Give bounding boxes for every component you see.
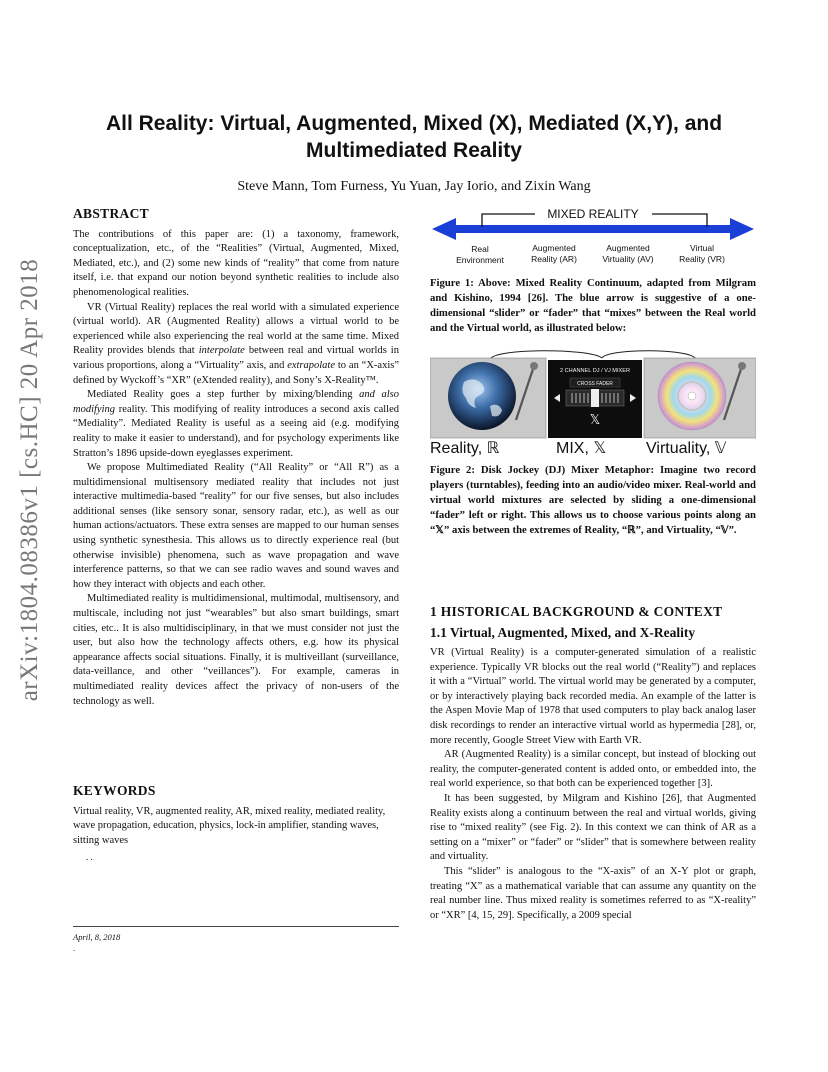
blue-arrow-icon — [432, 218, 754, 240]
footnote-rule — [73, 926, 399, 927]
mixed-reality-banner: MIXED REALITY — [547, 207, 639, 221]
abstract-paragraph-1: The contributions of this paper are: (1) a taxonomy, framework, conceptualization, etc., of the “Realities” (Virtual, Augmented, Mixed, Mediated, etc.), and (2) some new kinds of “reality” that come from nature itself, i.e. that expand our notion beyond synthetic realities to include also phenomenological realities. — [73, 228, 399, 298]
continuum-label-av-2: Virtuality (AV) — [602, 254, 654, 264]
continuum-label-av-1: Augmented — [606, 243, 650, 253]
abstract-p3-emphasis: and also modifying — [73, 389, 399, 415]
continuum-label-vr-1: Virtual — [690, 243, 714, 253]
arxiv-side-stamp — [12, 0, 48, 1072]
abstract-p2-text-b: between real and virtual worlds in various proportions, along a “Virtuality” axis, and — [73, 345, 399, 371]
keywords-section — [73, 784, 399, 848]
crossfader-knob — [591, 389, 599, 407]
section-1-paragraph-2: AR (Augmented Reality) is a similar concept, but instead of blocking out reality, the computer-generated content is added onto, or embedded into, the real world experience, so that both can be experienced together [3]. — [430, 749, 756, 790]
continuum-label-real-1: Real — [471, 244, 489, 254]
figure-2-caption: Figure 2: Disk Jockey (DJ) Mixer Metaphor: Imagine two record players (turntables), feeding into an audio/video mixer. Real-world and virtual world mixtures are selected by sliding a one-dimensional “fader” left or right. This allows us to choose various points along an “𝕏” axis between the extremes of Reality, “ℝ”, and Virtuality, “𝕍”. — [430, 464, 756, 536]
arxiv-identifier: arXiv:1804.08386v1 [cs.HC] 20 Apr 2018 — [16, 258, 43, 702]
section-1-paragraph-1: VR (Virtual Reality) is a computer-generated simulation of a realistic experience. Typically VR blocks out the real world (“Reality”) and replaces it with a “Virtual” world. The virtual world may be generated by a computer, or by interactively playing back recorded media. An example of the latter is the Aspen Movie Map of 1978 that used computers to play back analog laser disk recordings to render an interactive virtual world as hypermedia [28], or, more recently, Google Street View with Earth VR. — [430, 647, 756, 746]
continuum-label-vr-2: Reality (VR) — [679, 254, 725, 264]
continuum-label-ar-2: Reality (AR) — [531, 254, 577, 264]
abstract-p2-emphasis-1: interpolate — [198, 345, 245, 357]
figure-1-caption: Figure 1: Above: Mixed Reality Continuum, adapted from Milgram and Kishino, 1994 [26]. The blue arrow is suggestive of a one-dimensional “slider” or “fader” that “mixes” between the Real world and the Virtual world, as illustrated below: — [430, 277, 756, 334]
abstract-p2-text-a: VR (Virtual Reality) replaces the real world with a simulated experience (virtual world). AR (Augmented Reality) allows a virtual world to be experienced while also experiencing the real world at the same time. Mixed Reality provides blends that — [73, 301, 399, 357]
keywords-text: Virtual reality, VR, augmented reality, AR, mixed reality, mediated reality, wave propagation, education, physics, lock-in amplifier, standing waves, sitting waves — [73, 805, 386, 846]
abstract-heading: ABSTRACT — [73, 206, 149, 221]
label-reality: Reality, ℝ — [430, 440, 500, 457]
cd-hole — [688, 392, 696, 400]
crossfader-label: CROSS FADER — [577, 381, 613, 387]
keywords-heading: KEYWORDS — [73, 783, 156, 798]
abstract-paragraph-4: We propose Multimediated Reality (“All Reality” or “All R”) as a multidimensional multisensory mediated reality that includes not just interactive multimedia-based “reality” for our five senses, but also includes additional senses (like sensory sonar, sensory radar, etc.), as well as our human actions/actuators. These extra senses are mapped to our human senses using synthetic synesthesia. This allows us to directly experience real (but otherwise invisible) phenomena, such as wave propagation and wave interference patterns, so that we can see radio waves and sound waves and how they interact with objects and each other. — [73, 462, 399, 590]
abstract-paragraph-3 — [73, 388, 399, 461]
section-1-paragraph-4: This “slider” is analogous to the “X-axis” of an X-Y plot or graph, treating “X” as a mathematical variable that can assume any quantity on the real number line. Thus mixed reality is sometimes referred to as “X-reality” or “XR” [4, 15, 29]. Specifically, a 2009 special — [430, 865, 756, 921]
abstract-section — [73, 207, 399, 709]
mixer-title: 2 CHANNEL DJ / VJ MIXER — [559, 368, 631, 374]
label-mix: MIX, 𝕏 — [556, 440, 607, 457]
mixer-x-symbol: 𝕏 — [589, 413, 601, 428]
abstract-p2-text-c: to an “X-axis” defined by Wyckoff’s “XR” (eXtended reality), and Sony’s X-Reality™. — [73, 359, 399, 386]
abstract-paragraph-2 — [73, 301, 399, 389]
continuum-label-real-2: Environment — [456, 255, 504, 265]
footer-date: April, 8, 2018 — [73, 932, 121, 942]
paper-title — [60, 110, 768, 164]
title-line-2: Multimediated Reality — [306, 139, 522, 162]
mixed-reality-continuum-figure — [430, 206, 756, 270]
keywords-dots: . . — [86, 852, 93, 862]
label-virtuality: Virtuality, 𝕍 — [646, 440, 727, 457]
abstract-paragraph-5: Multimediated reality is multidimensional, multimodal, multisensory, and multiscale, including not just “wearables” but also smart buildings, smart cities, etc.. It is also multidisciplinary, in that we must consider not just the user, but also how the technology affects others, e.g. how its physical appearance affects social situations. Finally, it is multiveillant (surveillance, data-veillance, and other “veillances”). For example, cameras in multimediated reality devices affect the privacy of non-users of the technology as well. — [73, 593, 399, 707]
abstract-p3-text-a: Mediated Reality goes a step further by mixing/blending — [87, 389, 360, 401]
subsection-1-1-heading: 1.1 Virtual, Augmented, Mixed, and X-Reality — [430, 625, 696, 640]
section-1-paragraph-3: It has been suggested, by Milgram and Kishino [26], that Augmented Reality exists along a continuum between the real and virtual worlds, giving rise to “mixed reality” (see Fig. 2). In this context we can think of AR as a setting on a “mixer” or “fader” or “slider” that is somewhere between reality and virtuality. — [430, 792, 756, 863]
footer-dot: . — [73, 944, 75, 953]
section-1-heading: 1 HISTORICAL BACKGROUND & CONTEXT — [430, 604, 723, 619]
author-list: Steve Mann, Tom Furness, Yu Yuan, Jay Iorio, and Zixin Wang — [237, 179, 591, 194]
title-line-1: All Reality: Virtual, Augmented, Mixed (X), Mediated (X,Y), and — [105, 112, 723, 135]
right-tonearm-pivot — [738, 362, 746, 370]
left-tonearm-pivot — [530, 362, 538, 370]
abstract-p2-emphasis-2: extrapolate — [287, 359, 336, 371]
dj-figure-labels — [430, 438, 756, 460]
continuum-label-ar-1: Augmented — [532, 243, 576, 253]
section-1-body — [430, 646, 756, 923]
earth-record — [448, 362, 516, 430]
abstract-p3-text-b: reality. This modifying of reality introduces a second axis called “Mediality”. Mediated Reality is useful as a seeing aid (e.g. modifying reality to make it easier to understand), and for psychology experiments like Stratton’s 1896 upside-down eyeglasses experiment. — [73, 403, 399, 459]
